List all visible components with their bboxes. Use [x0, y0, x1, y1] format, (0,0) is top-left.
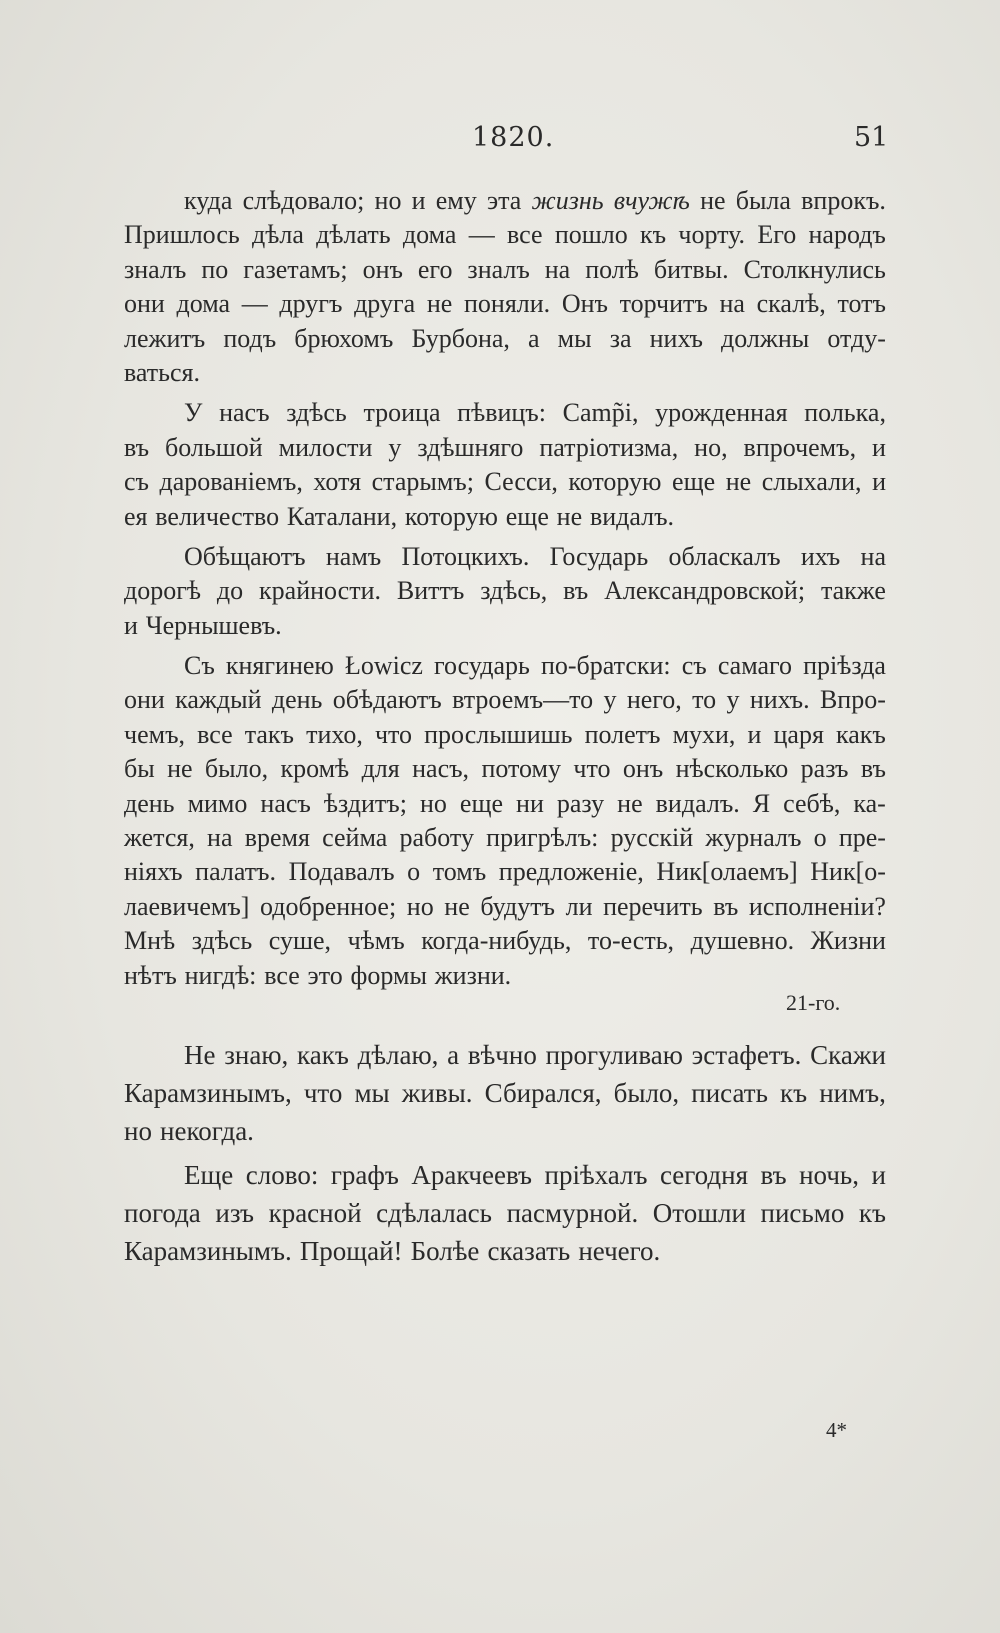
word: дома: [402, 220, 457, 250]
word: друга: [354, 289, 416, 319]
word: крайности.: [259, 576, 381, 606]
word: видалъ.: [589, 501, 675, 531]
word: было,: [204, 754, 269, 784]
word: нѣтъ: [124, 960, 177, 990]
word: и: [872, 432, 886, 462]
word: то: [692, 685, 717, 715]
word: перечить: [603, 891, 703, 921]
text-line: [124, 574, 886, 608]
word: его: [417, 254, 453, 284]
word: величество: [155, 501, 280, 531]
word: сейма: [322, 823, 388, 853]
word: дѣлать: [316, 220, 391, 250]
word: Чернышевъ.: [145, 610, 282, 640]
word: Виттъ: [396, 576, 465, 606]
text-line: [124, 322, 886, 356]
word: палатъ.: [195, 857, 277, 887]
word: одобренное;: [260, 891, 397, 921]
word: Съ: [184, 651, 215, 681]
text-line: [124, 287, 886, 321]
word: живы.: [401, 1078, 473, 1108]
word: здѣшняго: [417, 432, 524, 462]
word: подъ: [223, 323, 277, 353]
word: томъ: [432, 857, 487, 887]
word: ѣздитъ;: [323, 788, 407, 818]
word: Каталани,: [286, 501, 398, 531]
word: къ: [780, 1078, 808, 1108]
word: кромѣ: [280, 754, 350, 784]
word: Государь: [549, 541, 649, 571]
word: каждый: [175, 685, 262, 715]
text-line: [124, 855, 886, 889]
word: Скажи: [810, 1040, 886, 1070]
word: лежитъ: [124, 323, 206, 353]
word: журналъ: [705, 823, 802, 853]
word: письмо: [760, 1198, 845, 1228]
word: хотя: [313, 467, 362, 497]
text-line: [124, 683, 886, 717]
word: впрочемъ,: [743, 432, 857, 462]
word: впрокъ.: [801, 186, 886, 215]
word: ихъ: [800, 541, 841, 571]
word: пасмурной.: [506, 1198, 639, 1228]
word: по: [201, 254, 229, 284]
word: знаю,: [224, 1040, 289, 1070]
word: лаевичемъ]: [124, 891, 250, 921]
word: но: [406, 891, 434, 921]
word: прослышишь: [424, 719, 573, 749]
word: —: [468, 220, 495, 250]
letter-body: [124, 184, 886, 993]
running-header-year: 1820.: [472, 122, 555, 153]
word: Ник[олаемъ]: [656, 857, 798, 887]
word: не: [426, 289, 453, 319]
signature-mark: 4*: [826, 1418, 847, 1442]
word: него,: [626, 685, 682, 715]
word: Сесси,: [484, 467, 558, 497]
text-line: [124, 356, 886, 390]
word: до: [216, 576, 244, 606]
word: еще: [672, 467, 716, 497]
word: насъ: [260, 788, 311, 818]
word: о: [407, 857, 421, 887]
word: другъ: [279, 289, 343, 319]
word: не: [167, 754, 193, 784]
word: не: [617, 788, 643, 818]
word: дома: [176, 289, 231, 319]
word: на: [544, 254, 571, 284]
word: Аракчеевъ: [411, 1160, 533, 1190]
word: въ: [124, 432, 150, 462]
word: Camp̃i,: [562, 398, 639, 428]
text-line: [124, 253, 886, 287]
word: къ: [640, 220, 667, 250]
word: и: [411, 186, 426, 215]
word: чорту.: [678, 220, 746, 250]
word: ни: [516, 788, 544, 818]
word: Жизни: [810, 926, 886, 956]
text-line: [124, 1232, 886, 1270]
word: которую: [404, 501, 498, 531]
word: и: [872, 467, 886, 497]
word: должны: [721, 323, 810, 353]
word: видалъ.: [655, 788, 740, 818]
word: слѣдовало;: [242, 186, 365, 215]
word: на: [719, 289, 745, 319]
text-line: [124, 718, 886, 752]
word: тотъ: [837, 289, 886, 319]
word: ночь,: [799, 1160, 859, 1190]
word: на: [207, 823, 233, 853]
word: они: [124, 289, 165, 319]
word: не: [725, 467, 752, 497]
word: здѣсь: [191, 926, 253, 956]
word: некогда.: [160, 1116, 254, 1146]
word: о: [813, 823, 827, 853]
word: время: [244, 823, 310, 853]
word: слыхали,: [761, 467, 862, 497]
word: у: [388, 432, 402, 462]
word: онъ: [622, 754, 664, 784]
word: ли: [565, 891, 593, 921]
word: урожденная: [655, 398, 788, 428]
word: здѣсь,: [480, 576, 548, 606]
word: государь: [434, 651, 530, 681]
word: еще: [459, 788, 504, 818]
word: нихъ.: [749, 685, 810, 715]
text-line: [124, 1194, 886, 1232]
word: ея: [124, 501, 148, 531]
word: битвы.: [653, 254, 729, 284]
word: царя: [773, 719, 824, 749]
word: пріѣзда: [803, 651, 886, 681]
word: по-братски:: [540, 651, 671, 681]
word: нимъ,: [819, 1078, 886, 1108]
word: жизни.: [434, 960, 512, 990]
word: погода: [124, 1198, 201, 1228]
text-line: [124, 924, 886, 958]
word: но: [124, 1116, 152, 1146]
text-line: [124, 1112, 886, 1150]
word: намъ: [325, 541, 382, 571]
word: потому: [481, 754, 561, 784]
word: полетъ: [584, 719, 661, 749]
word: Сбирался,: [484, 1078, 602, 1108]
word: вчужѣ: [613, 186, 690, 215]
word: Потоцкихъ.: [401, 541, 530, 571]
word: себѣ,: [783, 788, 841, 818]
word: въ: [563, 576, 589, 606]
word: на: [860, 541, 886, 571]
word: было,: [613, 1078, 680, 1108]
word: Онъ: [561, 289, 608, 319]
text-line: [124, 500, 886, 534]
word: дорогѣ: [124, 576, 202, 606]
word: но: [374, 186, 402, 215]
word: когда-нибудь,: [421, 926, 572, 956]
word: пѣвицъ:: [457, 398, 546, 428]
word: газетамъ;: [243, 254, 348, 284]
word: мухи,: [672, 719, 736, 749]
word: отду-: [827, 323, 886, 353]
text-line: [124, 396, 886, 430]
text-line: [124, 609, 886, 643]
word: народъ: [808, 220, 886, 250]
word: какъ: [836, 719, 886, 749]
word: которую: [568, 467, 662, 497]
text-line: [124, 649, 886, 683]
word: пошло: [554, 220, 628, 250]
word: обласкалъ: [668, 541, 781, 571]
word: Не: [184, 1040, 216, 1070]
word: что: [374, 719, 413, 749]
word: Подавалъ: [288, 857, 395, 887]
text-line: [124, 959, 886, 993]
text-line: [124, 465, 886, 499]
word: день: [124, 788, 175, 818]
word: Александровской;: [604, 576, 806, 606]
word: жизнь: [531, 186, 604, 215]
word: и: [747, 719, 762, 749]
word: вѣчно: [467, 1040, 537, 1070]
word: не: [444, 891, 470, 921]
word: нечего.: [578, 1236, 661, 1266]
word: зналъ: [467, 254, 530, 284]
text-line: [124, 184, 886, 218]
dateline: 21-го.: [786, 990, 841, 1015]
word: суше,: [268, 926, 332, 956]
word: сдѣлалась: [376, 1198, 492, 1228]
word: Ник[о-: [810, 857, 886, 887]
word: —: [241, 289, 268, 319]
word: такъ: [244, 719, 294, 749]
word: Еще: [184, 1160, 234, 1190]
word: эта: [486, 186, 522, 215]
word: жется,: [124, 823, 195, 853]
word: старымъ;: [371, 467, 474, 497]
word: день: [271, 685, 323, 715]
word: ваться.: [124, 357, 201, 387]
word: для: [361, 754, 400, 784]
word: Впро-: [819, 685, 886, 715]
word: не: [556, 501, 583, 531]
word: большой: [165, 432, 263, 462]
text-line: [124, 890, 886, 924]
word: поняли.: [463, 289, 551, 319]
word: а: [447, 1040, 460, 1070]
word: мимо: [187, 788, 248, 818]
word: писать: [691, 1078, 768, 1108]
word: Пришлось: [124, 220, 240, 250]
word: тихо,: [306, 719, 363, 749]
word: нѣсколько: [675, 754, 789, 784]
word: Я: [752, 788, 771, 818]
word: еще: [505, 501, 549, 531]
word: также: [820, 576, 886, 606]
word: Бурбона,: [411, 323, 510, 353]
text-line: [124, 1074, 886, 1112]
word: пріѣхалъ: [544, 1160, 648, 1190]
word: разу: [556, 788, 605, 818]
word: насъ,: [412, 754, 470, 784]
word: мы: [354, 1078, 390, 1108]
text-line: [124, 752, 886, 786]
word: все: [264, 960, 300, 990]
word: дѣлаю,: [357, 1040, 439, 1070]
word: какъ: [297, 1040, 349, 1070]
word: чемъ,: [124, 719, 186, 749]
word: слово:: [245, 1160, 319, 1190]
word: У: [184, 398, 203, 428]
word: бы: [124, 754, 155, 784]
word: съ: [124, 467, 149, 497]
word: пре-: [838, 823, 886, 853]
word: они: [124, 685, 165, 715]
word: и: [871, 1160, 886, 1190]
word: онъ: [362, 254, 403, 284]
word: не: [700, 186, 726, 215]
word: исполненіи?: [748, 891, 886, 921]
text-line: [124, 1156, 886, 1194]
word: куда: [184, 186, 233, 215]
text-line: [124, 540, 886, 574]
word: графъ: [330, 1160, 399, 1190]
word: сегодня: [659, 1160, 748, 1190]
word: что: [573, 754, 611, 784]
word: брюхомъ: [294, 323, 394, 353]
word: къ: [858, 1198, 886, 1228]
word: дарованіемъ,: [159, 467, 303, 497]
word: въ: [760, 1160, 787, 1190]
word: разъ: [800, 754, 849, 784]
word: предложеніе,: [498, 857, 644, 887]
word: въ: [713, 891, 739, 921]
word: Прощай!: [299, 1236, 403, 1266]
word: торчитъ: [619, 289, 708, 319]
word: за: [609, 323, 632, 353]
word: нихъ: [649, 323, 703, 353]
word: Отошли: [652, 1198, 746, 1228]
word: красной: [268, 1198, 362, 1228]
word: ніяхъ: [124, 857, 183, 887]
word: ка-: [853, 788, 886, 818]
word: Мнѣ: [124, 926, 176, 956]
word: эстафетъ.: [691, 1040, 802, 1070]
word: дѣла: [252, 220, 304, 250]
word: русскій: [610, 823, 694, 853]
text-line: [124, 1036, 886, 1074]
word: у: [726, 685, 740, 715]
word: формы: [350, 960, 427, 990]
word: втроемъ—то: [452, 685, 594, 715]
word: насъ: [219, 398, 270, 428]
word: это: [307, 960, 343, 990]
word: Его: [757, 220, 797, 250]
word: что: [303, 1078, 343, 1108]
word: все: [507, 220, 543, 250]
word: нигдѣ:: [184, 960, 257, 990]
word: Болѣе: [410, 1236, 480, 1266]
word: чѣмъ: [347, 926, 405, 956]
word: въ: [860, 754, 886, 784]
word: но: [419, 788, 447, 818]
word: Карамзинымъ.: [124, 1236, 292, 1266]
word: то-есть,: [587, 926, 675, 956]
word: здѣсь: [286, 398, 347, 428]
word: патріотизма,: [539, 432, 679, 462]
word: и: [124, 610, 138, 640]
word: работу: [399, 823, 474, 853]
text-line: [124, 787, 886, 821]
word: обѣдаютъ: [332, 685, 442, 715]
word: но,: [694, 432, 728, 462]
text-line: [124, 821, 886, 855]
word: полѣ: [585, 254, 639, 284]
word: княгинею: [225, 651, 334, 681]
word: прогуливаю: [545, 1040, 683, 1070]
word: Карамзинымъ,: [124, 1078, 292, 1108]
text-line: [124, 218, 886, 252]
text-line: [124, 431, 886, 465]
letter-body-second: [124, 1036, 886, 1270]
word: скалѣ,: [756, 289, 826, 319]
word: у: [603, 685, 617, 715]
word: милости: [278, 432, 373, 462]
word: душевно.: [690, 926, 795, 956]
word: зналъ: [124, 254, 187, 284]
word: Столкнулись: [743, 254, 886, 284]
word: была: [735, 186, 791, 215]
word: изъ: [215, 1198, 254, 1228]
word: самаго: [717, 651, 793, 681]
word: сказать: [487, 1236, 571, 1266]
word: съ: [681, 651, 707, 681]
word: ему: [435, 186, 477, 215]
word: Łowicz: [344, 651, 423, 681]
word: полька,: [804, 398, 886, 428]
word: троица: [363, 398, 441, 428]
word: все: [197, 719, 233, 749]
word: мы: [557, 323, 592, 353]
page-number: 51: [854, 122, 889, 153]
word: пригрѣлъ:: [486, 823, 599, 853]
word: а: [528, 323, 540, 353]
word: Обѣщаютъ: [184, 541, 306, 571]
word: будутъ: [480, 891, 555, 921]
